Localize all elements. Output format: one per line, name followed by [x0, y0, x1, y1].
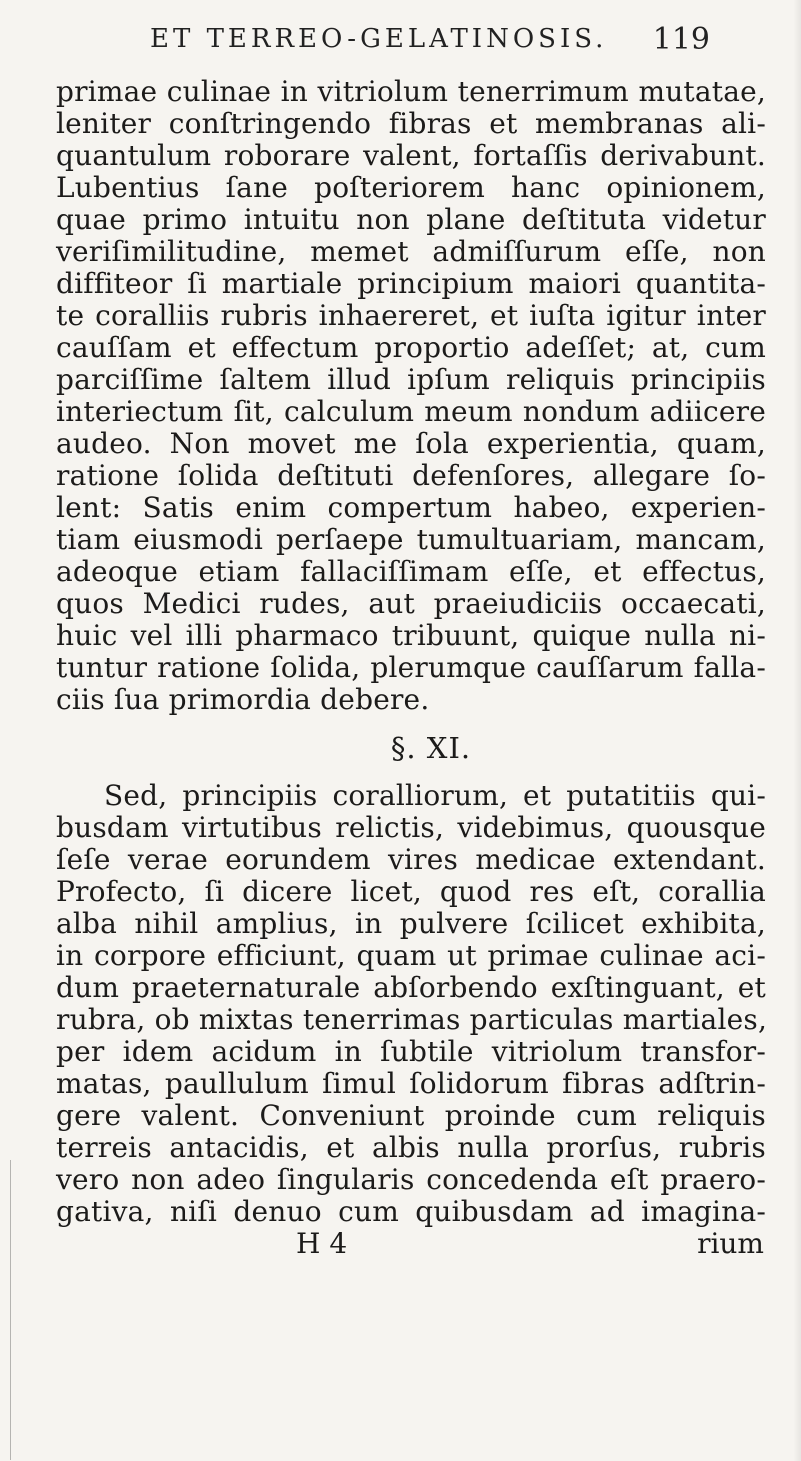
text-line: parciſſime ſaltem illud ipſum reliquis principiis — [56, 363, 766, 396]
text-line: huic vel illi pharmaco tribuunt, quique nulla ni- — [56, 619, 766, 652]
text-line: primae culinae in vitriolum tenerrimum mutatae, — [56, 75, 766, 108]
text-line: quantulum roborare valent, fortaſſis derivabunt. — [56, 139, 766, 172]
text-line: Sed, principiis coralliorum, et putatitiis qui- — [104, 779, 766, 812]
text-line: ſeſe verae eorundem vires medicae extendant. — [56, 843, 766, 876]
running-head — [150, 18, 710, 64]
text-line: matas, paullulum ſimul ſolidorum fibras adſtrin- — [56, 1067, 766, 1100]
text-line: in corpore efficiunt, quam ut primae culinae aci- — [56, 939, 766, 972]
text-line: te coralliis rubris inhaereret, et iuſta igitur inter — [56, 299, 766, 332]
text-line: interiectum ſit, calculum meum nondum adiicere — [56, 395, 766, 428]
running-title: ET TERREO-GELATINOSIS. — [150, 24, 608, 54]
text-line: audeo. Non movet me ſola experientia, quam, — [56, 427, 766, 460]
text-line: tiam eiusmodi perſaepe tumultuariam, mancam, — [56, 523, 766, 556]
text-line: tuntur ratione ſolida, plerumque cauſſarum falla- — [56, 651, 766, 684]
text-line: adeoque etiam fallaciſſimam eſſe, et effectus, — [56, 555, 766, 588]
text-line: veriſimilitudine, memet admiſſurum eſſe, non — [56, 235, 766, 268]
text-line: ratione ſolida deſtituti defenſores, allegare ſo- — [56, 459, 766, 492]
signature-mark: H 4 — [296, 1227, 348, 1260]
page-number: 119 — [652, 22, 710, 57]
body-text — [56, 76, 766, 1260]
text-line: dum praeternaturale abſorbendo exſtinguant, et — [56, 971, 766, 1004]
text-line: quos Medici rudes, aut praeiudiciis occaecati, — [56, 587, 766, 620]
text-line: gativa, niſi denuo cum quibusdam ad imagina- — [56, 1195, 766, 1228]
text-line: leniter conſtringendo fibras et membranas ali- — [56, 107, 766, 140]
text-line: ciis ſua primordia debere. — [56, 683, 430, 716]
text-line: rubra, ob mixtas tenerrimas particulas martiales, — [56, 1003, 768, 1036]
binding-edge-line — [10, 1160, 11, 1460]
text-line: lent: Satis enim compertum habeo, experien- — [56, 491, 766, 524]
text-line: Profecto, ſi dicere licet, quod res eſt, corallia — [56, 875, 766, 908]
text-line: per idem acidum in ſubtile vitriolum transfor- — [56, 1035, 766, 1068]
paragraph-1 — [56, 76, 766, 716]
text-line: diffiteor ſi martiale principium maiori quantita- — [56, 267, 766, 300]
catchword: rium — [697, 1227, 764, 1260]
text-line: cauſſam et effectum proportio adeſſet; at, cum — [56, 331, 766, 364]
text-line: vero non adeo ſingularis concedenda eſt praero- — [56, 1163, 766, 1196]
text-line: gere valent. Conveniunt proinde cum reliquis — [56, 1099, 766, 1132]
text-line: terreis antacidis, et albis nulla prorſus, rubris — [56, 1131, 766, 1164]
text-line: Lubentius ſane poſteriorem hanc opinionem, — [56, 171, 766, 204]
section-heading: §. XI. — [390, 731, 472, 765]
page-footer — [56, 1228, 766, 1260]
paragraph-2 — [56, 780, 766, 1228]
text-line: alba nihil amplius, in pulvere ſcilicet exhibita, — [56, 907, 766, 940]
text-line: busdam virtutibus relictis, videbimus, quousque — [56, 811, 766, 844]
page-edge-shadow — [793, 0, 801, 1461]
text-line: quae primo intuitu non plane deſtituta videtur — [56, 203, 766, 236]
